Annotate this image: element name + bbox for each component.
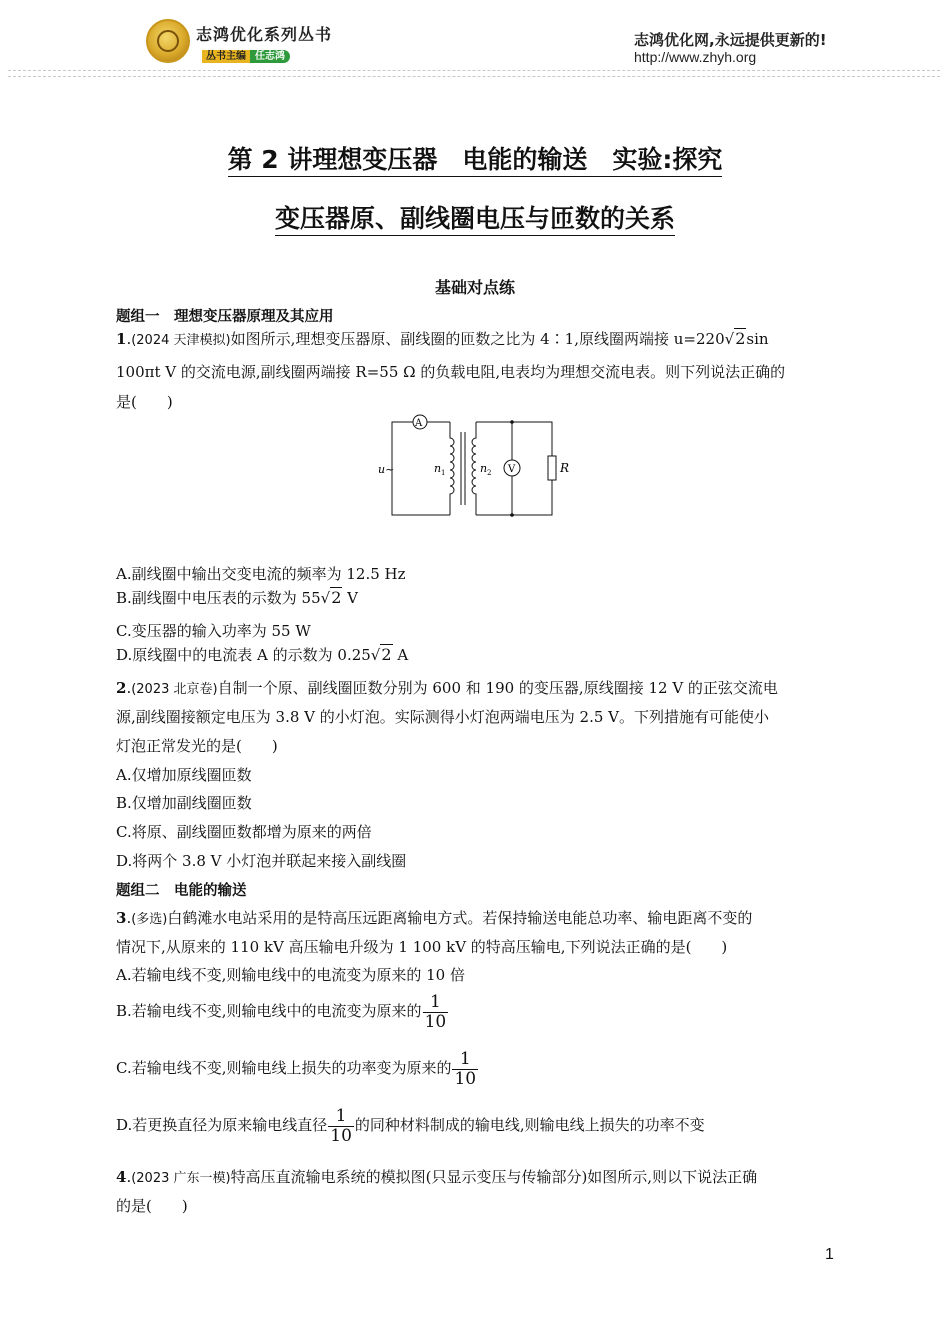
question-source: (2024 天津模拟) [131, 333, 231, 348]
q2-option-c: C.将原、副线圈匝数都增为原来的两倍 [116, 823, 372, 841]
group-heading-1: 题组一 理想变压器原理及其应用 [116, 309, 334, 325]
n1-subscript: 1 [441, 469, 446, 477]
resistor-label: R [560, 461, 570, 475]
question-text-tail: sin [746, 330, 769, 348]
question-4-line2: 的是( ) [116, 1197, 188, 1215]
n2-subscript: 2 [487, 469, 492, 477]
fraction-one-tenth: $\frac{1}{10}$ [424, 992, 447, 1032]
header-url[interactable]: http://www.zhyh.org [634, 49, 757, 65]
editor-label: 丛书主编 [202, 50, 250, 63]
primary-coil-icon [450, 422, 454, 515]
q3-option-d: D.若更换直径为原来输电线直径 $\frac{1}{10}$ 的同种材料制成的输电线,则输电线上损失的功率不变 [116, 1106, 705, 1146]
question-3-line2: 情况下,从原来的 110 kV 高压输电升级为 1 100 kV 的特高压输电,下列说法正确的是( ) [116, 938, 728, 956]
series-logo-icon [146, 19, 190, 63]
group-heading-2: 题组二 电能的输送 [116, 883, 247, 899]
page-number: 1 [825, 1246, 834, 1263]
header-divider-lower [8, 76, 940, 77]
ammeter-label: A [415, 418, 423, 429]
q1-option-a: A.副线圈中输出交变电流的频率为 12.5 Hz [116, 565, 406, 583]
question-3: 3.(多选)白鹤滩水电站采用的是特高压远距离输电方式。若保持输送电能总功率、输电距离不变的 [116, 909, 753, 927]
header-divider [8, 70, 940, 71]
editor-name: 任志鸿 [250, 50, 290, 63]
q2-option-a: A.仅增加原线圈匝数 [116, 766, 252, 784]
question-4: 4.(2023 广东一模)特高压直流输电系统的模拟图(只显示变压与传输部分)如图所示,则以下说法正确 [116, 1168, 758, 1186]
question-1: 1.(2024 天津模拟)如图所示,理想变压器原、副线圈的匝数之比为 4∶1,原线圈两端接 u=220√2sin [116, 329, 769, 348]
q1-option-b: B.副线圈中电压表的示数为 55√2 V [116, 588, 359, 607]
fraction-one-tenth: $\frac{1}{10}$ [330, 1106, 352, 1146]
header-slogan: 志鸿优化网,永远提供更新的! [634, 31, 827, 49]
question-2: 2.(2023 北京卷)自制一个原、副线圈匝数分别为 600 和 190 的变压器,原线圈接 12 V 的正弦交流电 [116, 679, 778, 697]
question-2-line2: 源,副线圈接额定电压为 3.8 V 的小灯泡。实际测得小灯泡两端电压为 2.5 V。下列措施有可能使小 [116, 708, 769, 726]
lesson-title-line1: 第 2 讲理想变压器 电能的输送 实验:探究 [0, 140, 950, 176]
transformer-circuit-diagram [370, 410, 570, 525]
q2-option-b: B.仅增加副线圈匝数 [116, 794, 252, 812]
question-number: 1 [116, 330, 127, 348]
question-2-line3: 灯泡正常发光的是( ) [116, 737, 278, 755]
n2-label: n [480, 462, 488, 475]
voltmeter-label: V [508, 464, 516, 475]
q1-option-c: C.变压器的输入功率为 55 W [116, 622, 311, 640]
page-header [0, 0, 950, 90]
n1-label: n [434, 462, 442, 475]
q3-option-a: A.若输电线不变,则输电线中的电流变为原来的 10 倍 [116, 966, 465, 984]
resistor-icon [548, 456, 556, 480]
source-label: u~ [378, 463, 395, 476]
q1-option-d: D.原线圈中的电流表 A 的示数为 0.25√2 A [116, 645, 409, 664]
question-1-line3: 是( ) [116, 393, 173, 411]
section-title: 基础对点练 [434, 278, 515, 297]
secondary-coil-icon [472, 422, 476, 515]
question-text: 如图所示,理想变压器原、副线圈的匝数之比为 4∶1,原线圈两端接 u=220 [230, 330, 725, 348]
fraction-one-tenth: $\frac{1}{10}$ [454, 1049, 477, 1089]
question-1-line2: 100πt V 的交流电源,副线圈两端接 R=55 Ω 的负载电阻,电表均为理想交流电表。则下列说法正确的 [116, 363, 786, 381]
q2-option-d: D.将两个 3.8 V 小灯泡并联起来接入副线圈 [116, 852, 407, 870]
editor-line [202, 47, 290, 62]
q3-option-b: B.若输电线不变,则输电线中的电流变为原来的 $\frac{1}{10}$ [116, 992, 447, 1032]
lesson-title-line2: 变压器原、副线圈电压与匝数的关系 [0, 199, 950, 235]
sqrt-symbol: √2 [724, 329, 746, 348]
series-title: 志鸿优化系列丛书 [196, 25, 333, 44]
q3-option-c: C.若输电线不变,则输电线上损失的功率变为原来的 $\frac{1}{10}$ [116, 1049, 477, 1089]
